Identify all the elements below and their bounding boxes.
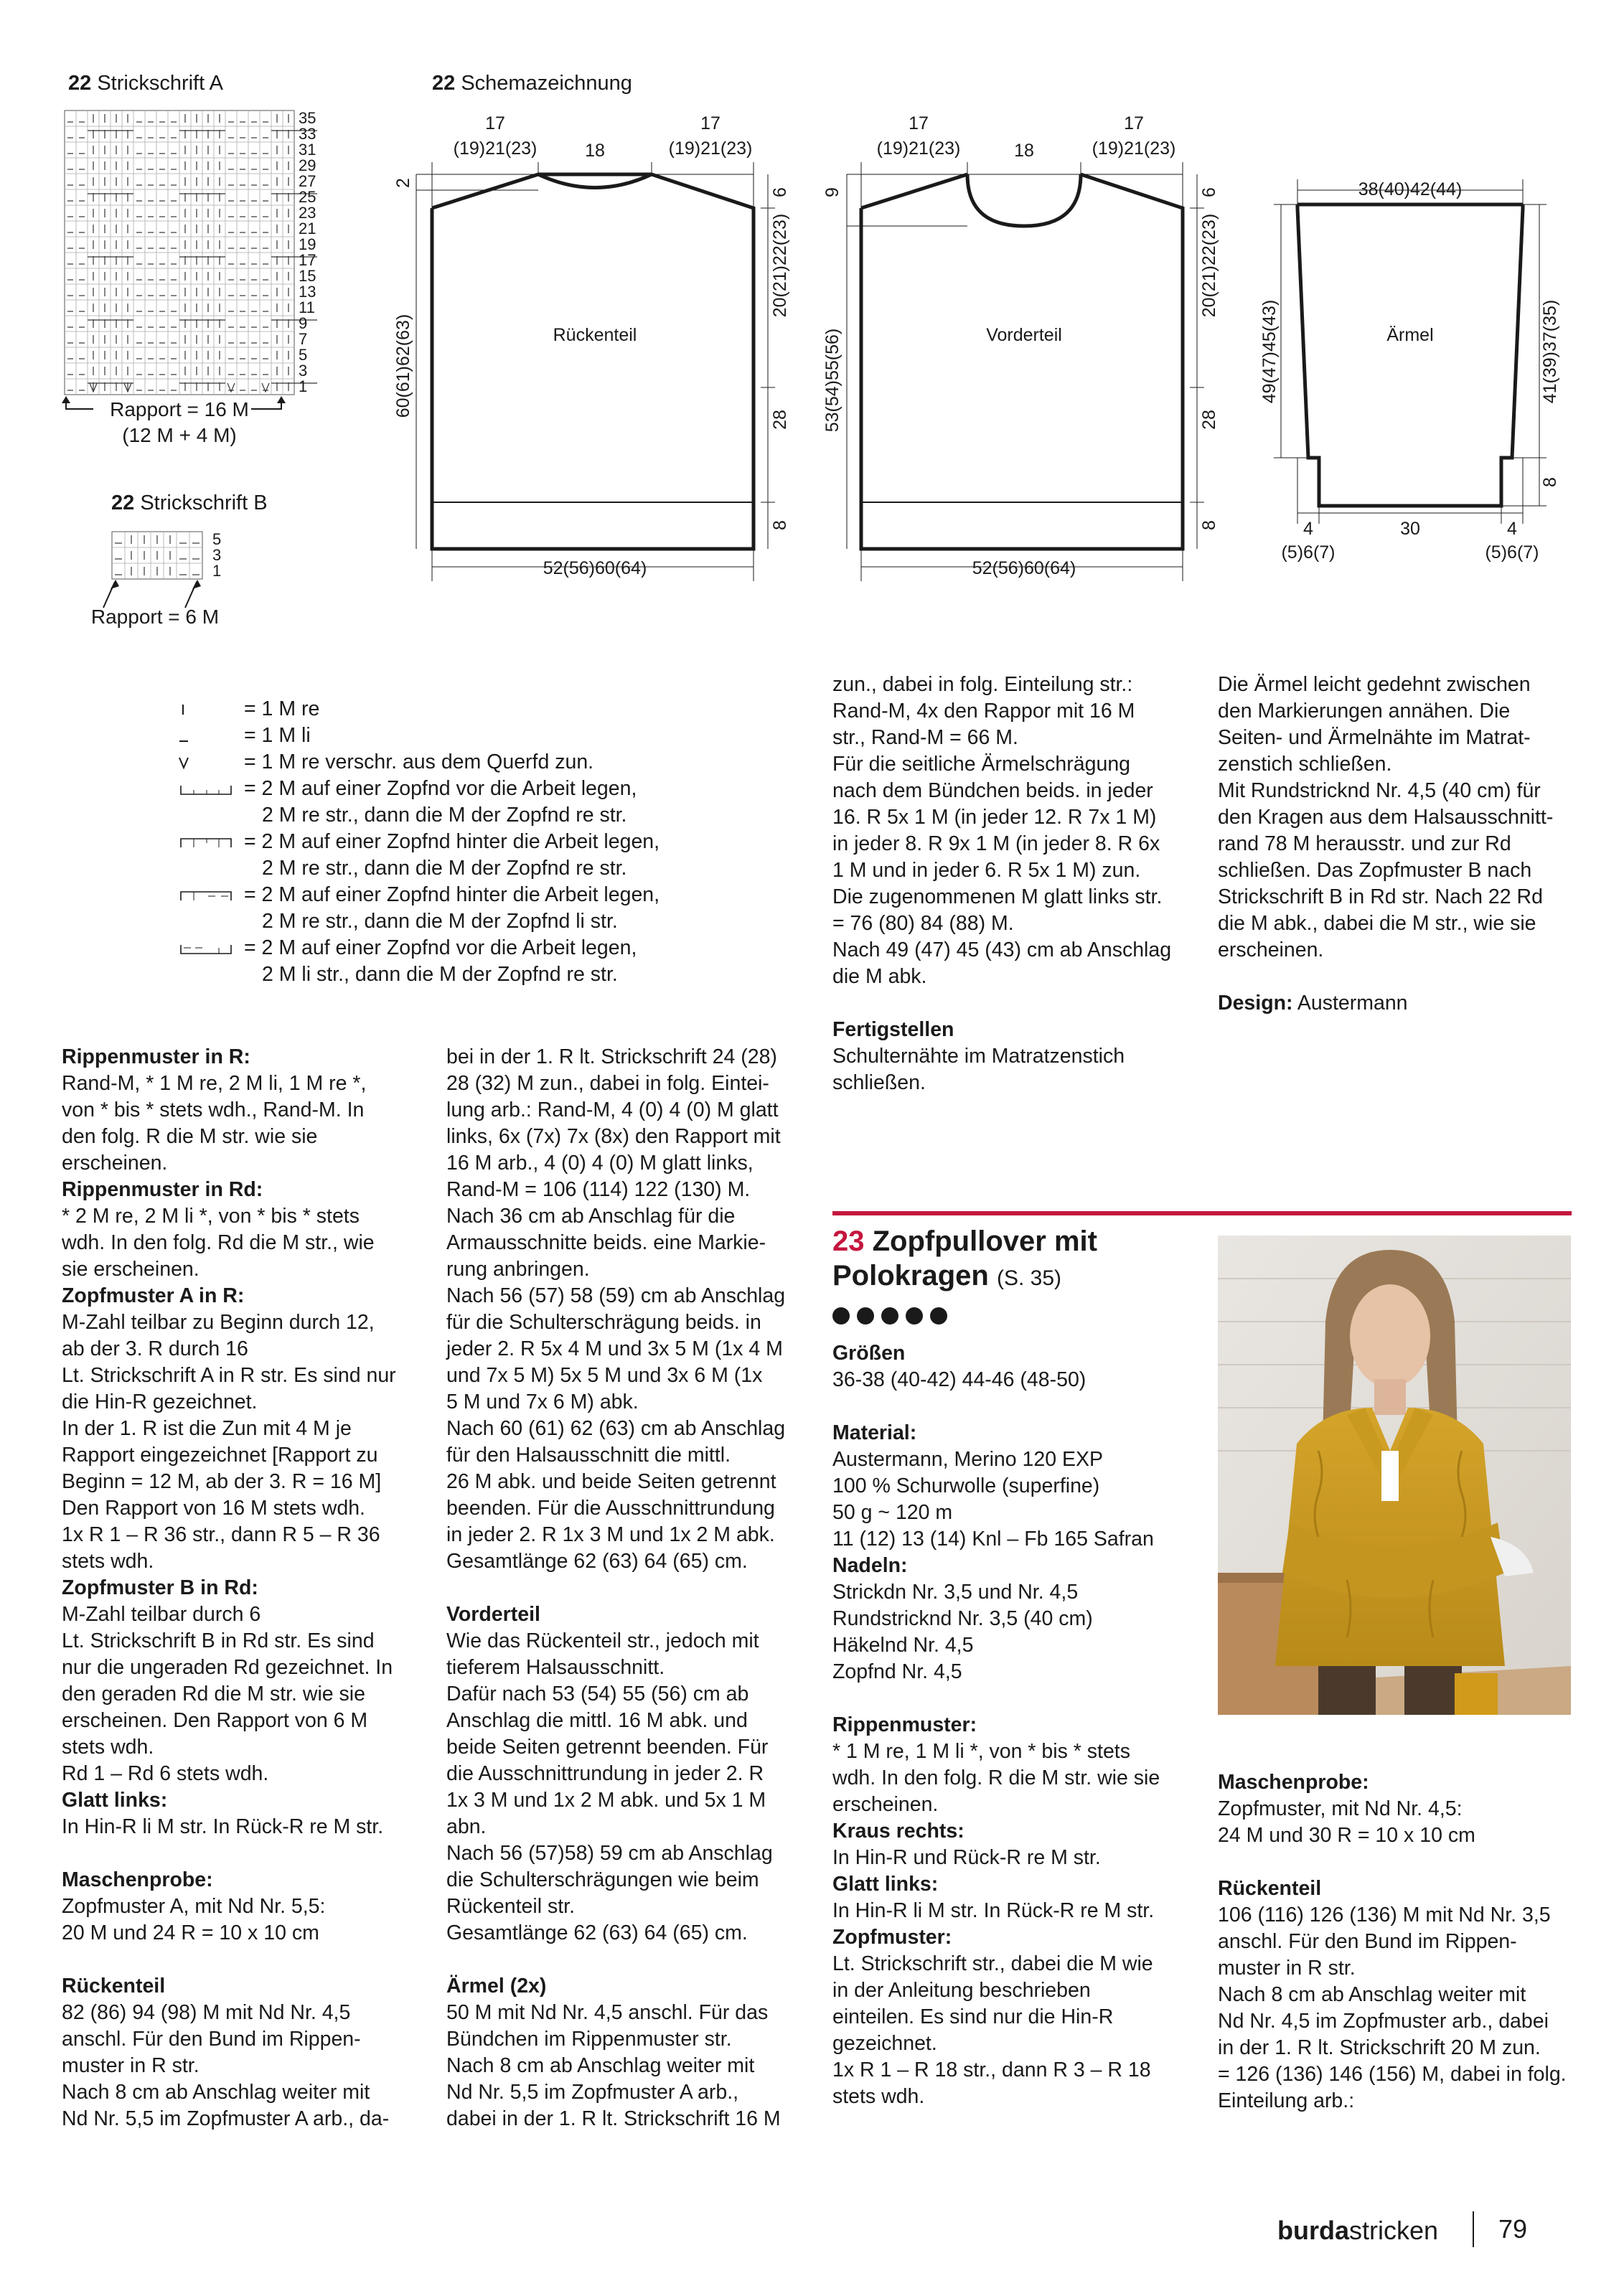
- front-shoulder-slope: 6: [1199, 187, 1219, 197]
- row-label: 27: [299, 172, 316, 190]
- text-line: 5 M und 7x 6 M) abk.: [446, 1391, 639, 1413]
- text-line: lung arb.: Rand-M, 4 (0) 4 (0) M glatt: [446, 1098, 779, 1121]
- front-width: 52(56)60(64): [972, 558, 1076, 578]
- front-side: 28: [1199, 410, 1219, 430]
- text-line: sie erscheinen.: [62, 1258, 200, 1281]
- text-line: Lt. Strickschrift B in Rd str. Es sind: [62, 1629, 375, 1652]
- text-line: den Kragen aus dem Halsausschnitt-: [1218, 806, 1554, 829]
- text-line: Nach 8 cm ab Anschlag weiter mit: [62, 2081, 370, 2104]
- row-label: 35: [299, 109, 316, 127]
- sleeve-cuff-left-sub: (5)6(7): [1281, 542, 1336, 563]
- legend-text: = 2 M auf einer Zopfnd vor die Arbeit legen,: [244, 777, 637, 800]
- difficulty-dot: [832, 1307, 850, 1325]
- front-shoulder-right-sub: (19)21(23): [1092, 138, 1176, 159]
- text-line: Lt. Strickschrift A in R str. Es sind nur: [62, 1364, 396, 1387]
- column-5: [832, 1340, 1198, 2110]
- front-rib: 8: [1199, 520, 1219, 530]
- text-line: * 2 M re, 2 M li *, von * bis * stets: [62, 1205, 360, 1228]
- purl-symbol-icon: [179, 723, 244, 749]
- rapport-sublabel: (12 M + 4 M): [122, 424, 237, 446]
- text-line: Anschlag die mittl. 16 M abk. und: [446, 1709, 748, 1732]
- text-line: = 126 (136) 146 (156) M, dabei in folg.: [1218, 2063, 1567, 2086]
- spacer: [832, 1393, 1198, 1420]
- sleeve-cuff-right: 4: [1507, 519, 1517, 539]
- text-line: Gesamtlänge 62 (63) 64 (65) cm.: [446, 1550, 748, 1573]
- footer-brand: burdastricken: [1277, 2216, 1439, 2245]
- text-line: und 7x 5 M) 5x 5 M und 3x 6 M (1x: [446, 1364, 763, 1387]
- schema-title: 22 Schemazeichnung: [432, 72, 632, 95]
- text-line: Rückenteil str.: [446, 1895, 575, 1918]
- back-rib: 8: [770, 520, 790, 530]
- text-line: Rundstricknd Nr. 3,5 (40 cm): [832, 1607, 1093, 1630]
- text-line: einteilen. Es sind nur die Hin-R: [832, 2005, 1114, 2028]
- back-shoulder-right: 17: [700, 113, 721, 133]
- model-photo: [1218, 1236, 1571, 1715]
- section-divider: [832, 1211, 1572, 1215]
- back-shoulder-left: 17: [485, 113, 505, 133]
- section-heading: Rückenteil: [62, 1975, 166, 1998]
- text-line: Nach 56 (57) 58 (59) cm ab Anschlag: [446, 1284, 786, 1307]
- section-heading: Größen: [832, 1342, 906, 1365]
- text-line: 16 M arb., 4 (0) 4 (0) M glatt links,: [446, 1152, 754, 1175]
- text-line: den geraden Rd die M str. wie sie: [62, 1683, 365, 1705]
- sleeve-cuff-right-sub: (5)6(7): [1485, 542, 1539, 563]
- difficulty-dot: [881, 1307, 898, 1325]
- row-label: 31: [299, 141, 316, 159]
- text-line: Nd Nr. 5,5 im Zopfmuster A arb., da-: [62, 2107, 390, 2130]
- column-3: [832, 672, 1198, 1096]
- increase-symbol-icon: [179, 749, 244, 776]
- design-credit: Design: Austermann: [1218, 992, 1408, 1015]
- text-line: wdh. In den folg. Rd die M str., wie: [62, 1231, 375, 1254]
- text-line: für die Schulterschrägung beids. in: [446, 1311, 761, 1334]
- row-label: 7: [299, 330, 308, 348]
- row-label: 5: [299, 346, 308, 364]
- section-heading: Zopfmuster:: [832, 1926, 952, 1949]
- text-line: Zopfnd Nr. 4,5: [832, 1660, 962, 1683]
- footer-divider: [1473, 2211, 1474, 2247]
- text-line: schließen.: [832, 1071, 926, 1094]
- row-label: 17: [299, 251, 316, 269]
- text-line: Rapport eingezeichnet [Rapport zu: [62, 1444, 378, 1467]
- row-label: 9: [299, 314, 308, 332]
- row-label: 23: [299, 204, 316, 222]
- section-heading: Fertigstellen: [832, 1018, 954, 1041]
- text-line: Gesamtlänge 62 (63) 64 (65) cm.: [446, 1921, 748, 1944]
- text-line: 24 M und 30 R = 10 x 10 cm: [1218, 1824, 1475, 1847]
- difficulty-rating: [832, 1307, 954, 1328]
- text-line: zun., dabei in folg. Einteilung str.:: [832, 673, 1133, 696]
- text-line: beenden. Für die Ausschnittrundung: [446, 1497, 775, 1520]
- text-line: in jeder 8. R 9x 1 M (in jeder 8. R 6x: [832, 832, 1160, 855]
- text-line: gezeichnet.: [832, 2032, 937, 2055]
- text-line: anschl. Für den Bund im Rippen-: [62, 2028, 361, 2051]
- legend-text: = 2 M auf einer Zopfnd vor die Arbeit legen,: [244, 936, 637, 959]
- text-line: rand 78 M herausstr. und zur Rd: [1218, 832, 1511, 855]
- spacer: [62, 1947, 421, 1973]
- knit-symbol-icon: [179, 696, 244, 723]
- front-shoulder-right: 17: [1124, 113, 1144, 133]
- text-line: M-Zahl teilbar durch 6: [62, 1603, 261, 1626]
- text-line: 1x R 1 – R 18 str., dann R 3 – R 18: [832, 2059, 1151, 2081]
- back-shoulder-slope: 6: [770, 187, 790, 197]
- page-number: 79: [1498, 2214, 1528, 2244]
- text-line: Rand-M, 4x den Rappor mit 16 M: [832, 700, 1135, 723]
- row-label: 1: [299, 377, 308, 395]
- text-line: wdh. In den folg. R die M str. wie sie: [832, 1766, 1160, 1789]
- text-line: Nach 60 (61) 62 (63) cm ab Anschlag: [446, 1417, 786, 1440]
- text-line: erscheinen.: [1218, 938, 1324, 961]
- column-2: [446, 1044, 812, 2132]
- text-line: nur die ungeraden Rd gezeichnet. In: [62, 1656, 393, 1679]
- front-neck-depth: 9: [822, 187, 842, 197]
- section-heading: Kraus rechts:: [832, 1820, 964, 1843]
- legend-text: = 2 M auf einer Zopfnd hinter die Arbeit legen,: [244, 830, 660, 853]
- text-line: Armausschnitte beids. eine Markie-: [446, 1231, 766, 1254]
- text-line: stets wdh.: [832, 2085, 925, 2108]
- legend-item: [179, 776, 825, 829]
- text-line: 1x R 1 – R 36 str., dann R 5 – R 36: [62, 1523, 380, 1546]
- back-armhole: 20(21)22(23): [770, 213, 790, 318]
- text-line: in der Anleitung beschrieben: [832, 1979, 1091, 2002]
- sleeve-piece: [1274, 179, 1546, 524]
- text-line: 20 M und 24 R = 10 x 10 cm: [62, 1921, 319, 1944]
- cable-back-symbol-icon: [179, 829, 244, 855]
- rapport-label: Rapport = 6 M: [90, 606, 220, 628]
- sleeve-cuff-height: 8: [1540, 477, 1560, 487]
- cable-front-symbol-icon: [179, 776, 244, 802]
- column-1: [62, 1044, 421, 2132]
- section-heading: Vorderteil: [446, 1603, 540, 1626]
- column-4: [1218, 672, 1584, 1017]
- text-line: den Markierungen annähen. Die: [1218, 700, 1511, 723]
- legend-text: = 1 M re: [244, 697, 320, 720]
- text-line: 100 % Schurwolle (superfine): [832, 1474, 1100, 1497]
- row-label: 21: [299, 220, 316, 237]
- section-heading: Rippenmuster in R:: [62, 1045, 250, 1068]
- text-line: erscheinen.: [62, 1152, 168, 1175]
- section-heading: Maschenprobe:: [62, 1868, 213, 1891]
- back-shoulder-right-sub: (19)21(23): [668, 138, 753, 159]
- legend-text: = 1 M li: [244, 724, 311, 747]
- text-line: Bündchen im Rippenmuster str.: [446, 2028, 732, 2051]
- text-line: die M abk.: [832, 965, 927, 988]
- sleeve-right-height: 41(39)37(35): [1540, 299, 1560, 404]
- cable-back-purl-symbol-icon: [179, 882, 244, 908]
- section-heading: Zopfmuster A in R:: [62, 1284, 245, 1307]
- front-neck-width: 18: [1014, 141, 1034, 161]
- text-line: In der 1. R ist die Zun mit 4 M je: [62, 1417, 352, 1440]
- cable-front-purl-symbol-icon: [179, 935, 244, 961]
- text-line: Häkelnd Nr. 4,5: [832, 1634, 974, 1657]
- text-line: zenstich schließen.: [1218, 753, 1392, 776]
- back-piece: [416, 162, 775, 581]
- text-line: Nach 8 cm ab Anschlag weiter mit: [1218, 1983, 1526, 2006]
- text-line: in der 1. R lt. Strickschrift 20 M zun.: [1218, 2036, 1541, 2059]
- legend-item: [179, 829, 825, 882]
- section-heading: Rippenmuster:: [832, 1713, 977, 1736]
- back-label: Rückenteil: [553, 325, 637, 345]
- spacer: [1218, 1849, 1584, 1876]
- row-label: 3: [299, 362, 308, 380]
- text-line: schließen. Das Zopfmuster B nach: [1218, 859, 1532, 882]
- text-line: die Hin-R gezeichnet.: [62, 1391, 258, 1413]
- text-line: Den Rapport von 16 M stets wdh.: [62, 1497, 365, 1520]
- difficulty-dot: [930, 1307, 947, 1325]
- text-line: Beginn = 12 M, ab der 3. R = 16 M]: [62, 1470, 382, 1493]
- text-line: 106 (116) 126 (136) M mit Nd Nr. 3,5: [1218, 1904, 1551, 1926]
- sleeve-cuff-left: 4: [1303, 519, 1313, 539]
- schematic-drawing: [388, 108, 1560, 596]
- text-line: erscheinen.: [832, 1793, 939, 1816]
- spacer: [446, 1947, 812, 1973]
- text-line: rung anbringen.: [446, 1258, 590, 1281]
- section-heading: Material:: [832, 1421, 917, 1444]
- legend-text: = 2 M auf einer Zopfnd hinter die Arbeit legen,: [244, 883, 660, 906]
- text-line: = 76 (80) 84 (88) M.: [832, 912, 1014, 935]
- spacer: [832, 990, 1198, 1017]
- text-line: Seiten- und Ärmelnähte im Matrat-: [1218, 726, 1531, 749]
- text-line: dabei in der 1. R lt. Strickschrift 16 M: [446, 2107, 781, 2130]
- text-line: In Hin-R li M str. In Rück-R re M str.: [832, 1899, 1155, 1922]
- row-label: 19: [299, 235, 316, 253]
- text-line: Rand-M = 106 (114) 122 (130) M.: [446, 1178, 751, 1201]
- spacer: [446, 1575, 812, 1601]
- sleeve-label: Ärmel: [1386, 325, 1434, 345]
- legend-text: = 1 M re verschr. aus dem Querfd zun.: [244, 751, 594, 773]
- text-line: 1 M und in jeder 6. R 5x 1 M) zun.: [832, 859, 1141, 882]
- text-line: Die Ärmel leicht gedehnt zwischen: [1218, 673, 1531, 696]
- text-line: In Hin-R und Rück-R re M str.: [832, 1846, 1101, 1869]
- text-line: M-Zahl teilbar zu Beginn durch 12,: [62, 1311, 375, 1334]
- section-heading: Glatt links:: [62, 1789, 168, 1812]
- column-6: [1218, 1769, 1584, 2114]
- text-line: Strickschrift B in Rd str. Nach 22 Rd: [1218, 885, 1543, 908]
- text-line: muster in R str.: [62, 2054, 200, 2077]
- text-line: jeder 2. R 5x 4 M und 3x 5 M (1x 4 M: [446, 1337, 783, 1360]
- text-line: Nd Nr. 5,5 im Zopfmuster A arb.,: [446, 2081, 739, 2104]
- text-line: 1x 3 M und 1x 2 M abk. und 5x 1 M: [446, 1789, 766, 1812]
- text-line: die Ausschnittrundung in jeder 2. R: [446, 1762, 764, 1785]
- text-line: 50 g ~ 120 m: [832, 1501, 953, 1524]
- text-line: Nach 49 (47) 45 (43) cm ab Anschlag: [832, 938, 1172, 961]
- text-line: Lt. Strickschrift str., dabei die M wie: [832, 1952, 1153, 1975]
- sleeve-cuff-center: 30: [1400, 519, 1420, 539]
- legend-item: [179, 882, 825, 935]
- legend-item: [179, 935, 825, 988]
- text-line: 50 M mit Nd Nr. 4,5 anschl. Für das: [446, 2001, 769, 2024]
- text-line: für den Halsausschnitt die mittl.: [446, 1444, 731, 1467]
- text-line: Rd 1 – Rd 6 stets wdh.: [62, 1762, 269, 1785]
- spacer: [62, 1840, 421, 1867]
- section-heading: Rückenteil: [1218, 1877, 1322, 1900]
- text-line: 16. R 5x 1 M (in jeder 12. R 7x 1 M): [832, 806, 1157, 829]
- text-line: den folg. R die M str. wie sie: [62, 1125, 318, 1148]
- rapport-label: Rapport = 16 M: [110, 398, 249, 420]
- page-ref: (S. 35): [996, 1266, 1061, 1290]
- text-line: Dafür nach 53 (54) 55 (56) cm ab: [446, 1683, 749, 1705]
- text-line: Zopfmuster, mit Nd Nr. 4,5:: [1218, 1797, 1463, 1820]
- text-line: von * bis * stets wdh., Rand-M. In: [62, 1098, 365, 1121]
- text-line: anschl. Für den Bund im Rippen-: [1218, 1930, 1517, 1953]
- text-line: Rand-M, * 1 M re, 2 M li, 1 M re *,: [62, 1072, 367, 1095]
- spacer: [1218, 964, 1584, 990]
- text-line: Strickdn Nr. 3,5 und Nr. 4,5: [832, 1581, 1079, 1604]
- text-line: erscheinen. Den Rapport von 6 M: [62, 1709, 368, 1732]
- row-label: 11: [299, 298, 315, 316]
- text-line: bei in der 1. R lt. Strickschrift 24 (28): [446, 1045, 777, 1068]
- legend-text: 2 M re str., dann die M der Zopfnd re str.: [262, 804, 627, 827]
- text-line: die M abk., dabei die M str., wie sie: [1218, 912, 1536, 935]
- text-line: 36-38 (40-42) 44-46 (48-50): [832, 1368, 1086, 1391]
- front-piece: [847, 162, 1204, 581]
- text-line: Wie das Rückenteil str., jedoch mit: [446, 1629, 759, 1652]
- front-shoulder-left-sub: (19)21(23): [876, 138, 961, 159]
- back-shoulder-left-sub: (19)21(23): [453, 138, 538, 159]
- row-label: 15: [299, 267, 316, 285]
- text-line: links, 6x (7x) 7x (8x) den Rapport mit: [446, 1125, 781, 1148]
- text-line: Schulternähte im Matratzenstich: [832, 1045, 1125, 1068]
- sleeve-left-height: 49(47)45(43): [1259, 299, 1280, 404]
- text-line: 26 M abk. und beide Seiten getrennt: [446, 1470, 776, 1493]
- legend-text: 2 M re str., dann die M der Zopfnd li str.: [262, 910, 618, 933]
- row-label: 29: [299, 156, 316, 174]
- text-line: die Schulterschrägungen wie beim: [446, 1868, 759, 1891]
- back-total-height: 60(61)62(63): [393, 314, 413, 418]
- chart-b-grid: [79, 527, 266, 642]
- text-line: * 1 M re, 1 M li *, von * bis * stets: [832, 1740, 1130, 1763]
- text-line: 82 (86) 94 (98) M mit Nd Nr. 4,5: [62, 2001, 351, 2024]
- legend-text: 2 M li str., dann die M der Zopfnd re str.: [262, 963, 618, 986]
- front-label: Vorderteil: [986, 325, 1062, 345]
- text-line: Austermann, Merino 120 EXP: [832, 1448, 1104, 1471]
- chart-b-title: 22 Strickschrift B: [111, 491, 268, 514]
- row-label: 5: [212, 530, 222, 548]
- front-armhole: 20(21)22(23): [1199, 213, 1219, 318]
- row-label: 3: [212, 546, 222, 564]
- row-label: 13: [299, 283, 316, 301]
- row-label: 33: [299, 125, 316, 143]
- text-line: str., Rand-M = 66 M.: [832, 726, 1018, 749]
- text-line: stets wdh.: [62, 1550, 154, 1573]
- text-line: beide Seiten getrennt beenden. Für: [446, 1736, 769, 1759]
- text-line: in jeder 2. R 1x 3 M und 1x 2 M abk.: [446, 1523, 775, 1546]
- text-line: Für die seitliche Ärmelschrägung: [832, 753, 1131, 776]
- back-width: 52(56)60(64): [543, 558, 647, 578]
- symbol-legend: [179, 696, 825, 997]
- pattern-number: 23: [832, 1225, 865, 1257]
- text-line: tieferem Halsausschnitt.: [446, 1656, 665, 1679]
- text-line: muster in R str.: [1218, 1957, 1356, 1980]
- difficulty-dot: [906, 1307, 923, 1325]
- row-label: 1: [212, 562, 222, 580]
- text-line: Mit Rundstricknd Nr. 4,5 (40 cm) für: [1218, 779, 1541, 802]
- back-neck-depth: 2: [393, 178, 413, 188]
- text-line: abn.: [446, 1815, 487, 1838]
- text-line: Nach 56 (57)58) 59 cm ab Anschlag: [446, 1842, 773, 1865]
- chart-a-grid: [62, 106, 349, 446]
- sleeve-top-width: 38(40)42(44): [1358, 179, 1463, 199]
- text-line: ab der 3. R durch 16: [62, 1337, 248, 1360]
- text-line: Nach 36 cm ab Anschlag für die: [446, 1205, 736, 1228]
- text-line: nach dem Bündchen beids. in jeder: [832, 779, 1153, 802]
- text-line: stets wdh.: [62, 1736, 154, 1759]
- section-heading: Rippenmuster in Rd:: [62, 1178, 263, 1201]
- difficulty-dot: [857, 1307, 874, 1325]
- pattern-title: 23 Zopfpullover mit Polokragen (S. 35): [832, 1225, 1097, 1292]
- spacer: [832, 1685, 1198, 1712]
- text-line: 28 (32) M zun., dabei in folg. Eintei-: [446, 1072, 769, 1095]
- text-line: In Hin-R li M str. In Rück-R re M str.: [62, 1815, 384, 1838]
- front-total-height: 53(54)55(56): [822, 328, 842, 433]
- section-heading: Nadeln:: [832, 1554, 908, 1577]
- chart-a-title: 22 Strickschrift A: [68, 72, 223, 95]
- section-heading: Ärmel (2x): [446, 1975, 547, 1998]
- text-line: Nd Nr. 4,5 im Zopfmuster arb., dabei: [1218, 2010, 1549, 2033]
- text-line: 11 (12) 13 (14) Knl – Fb 165 Safran: [832, 1528, 1154, 1551]
- text-line: Einteilung arb.:: [1218, 2089, 1355, 2112]
- text-line: Die zugenommenen M glatt links str.: [832, 885, 1163, 908]
- back-neck-width: 18: [585, 141, 605, 161]
- section-heading: Maschenprobe:: [1218, 1771, 1369, 1794]
- back-side: 28: [770, 410, 790, 430]
- text-line: Zopfmuster A, mit Nd Nr. 5,5:: [62, 1895, 326, 1918]
- text-line: Nach 8 cm ab Anschlag weiter mit: [446, 2054, 755, 2077]
- section-heading: Glatt links:: [832, 1873, 939, 1896]
- legend-text: 2 M re str., dann die M der Zopfnd re str.: [262, 857, 627, 880]
- row-label: 25: [299, 188, 316, 206]
- section-heading: Zopfmuster B in Rd:: [62, 1576, 258, 1599]
- front-shoulder-left: 17: [909, 113, 929, 133]
